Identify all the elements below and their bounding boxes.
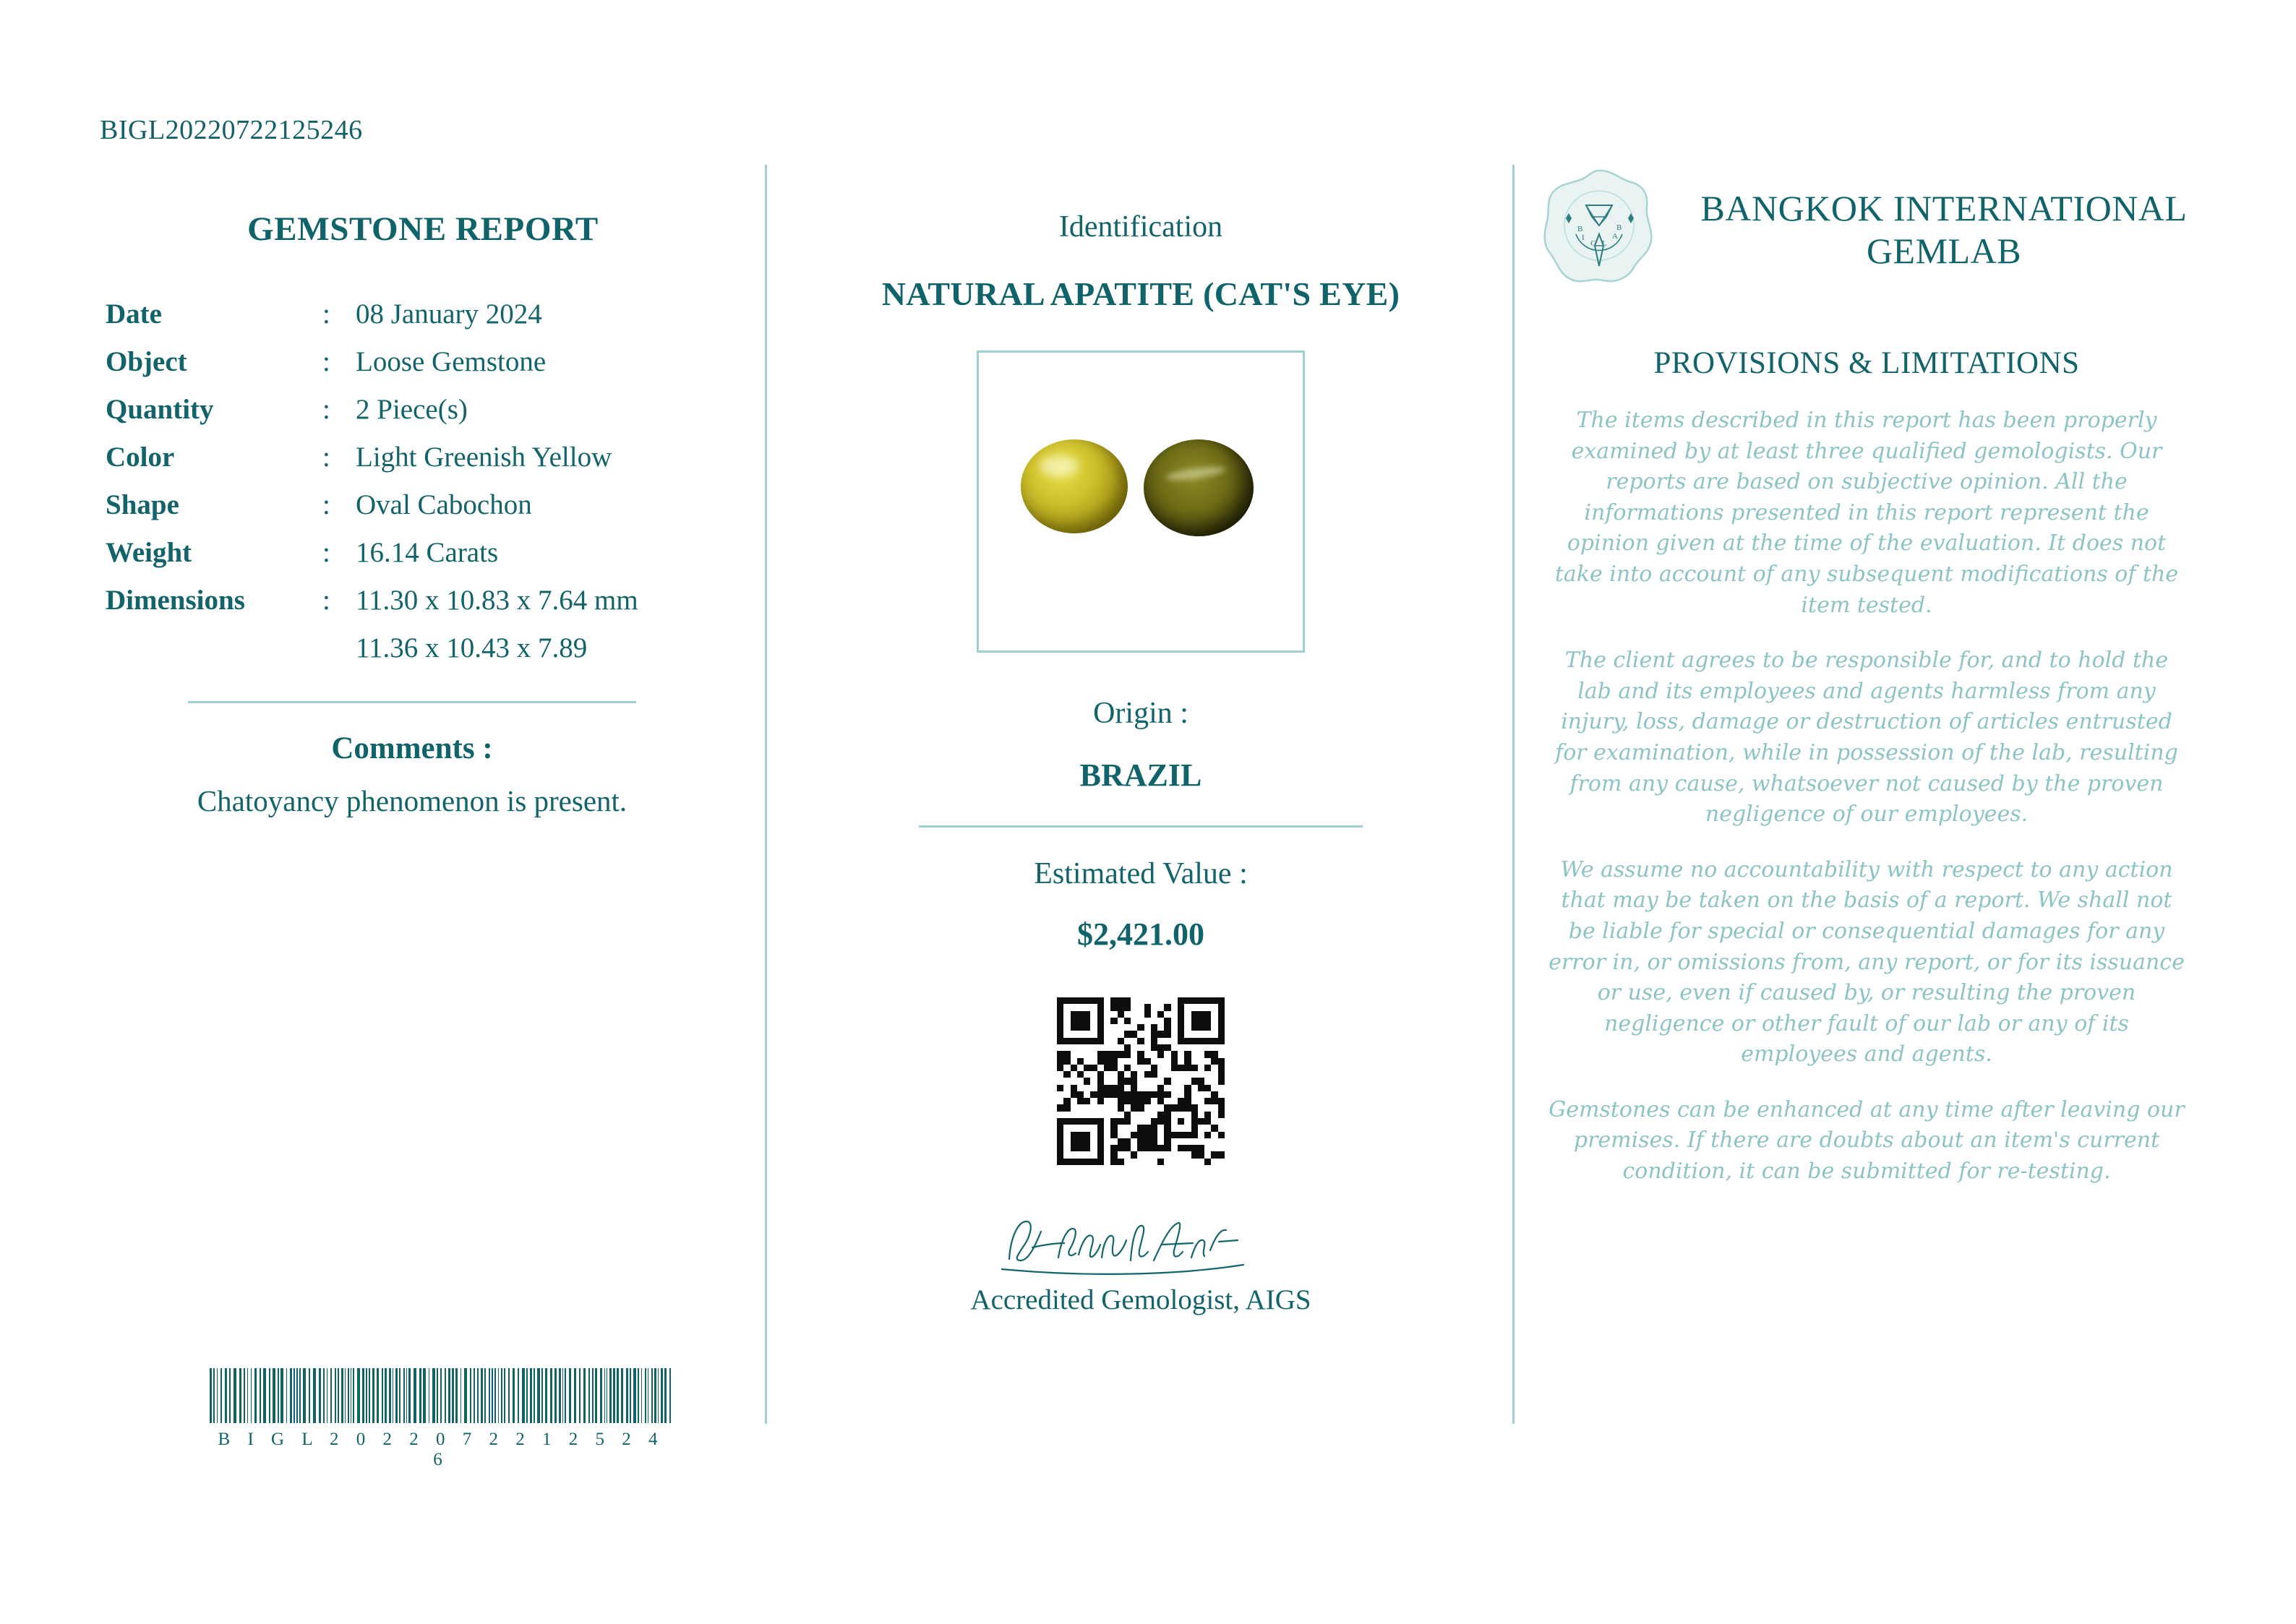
identification-value: NATURAL APATITE (CAT'S EYE) xyxy=(881,275,1400,312)
spec-colon-spacer xyxy=(322,624,356,672)
spec-value-dimensions: 11.30 x 10.83 x 7.64 mm xyxy=(356,585,638,616)
table-row xyxy=(87,291,737,338)
section-divider xyxy=(919,825,1363,828)
right-column xyxy=(1527,165,2206,1187)
spec-value-object: Loose Gemstone xyxy=(356,346,547,378)
origin-value: BRAZIL xyxy=(1079,757,1202,793)
spec-label-dimensions: Dimensions xyxy=(106,585,245,616)
page-title: GEMSTONE REPORT xyxy=(247,210,599,248)
provisions-title: PROVISIONS & LIMITATIONS xyxy=(1653,346,2080,380)
svg-text:I: I xyxy=(1582,233,1585,242)
spec-value-shape: Oval Cabochon xyxy=(356,489,532,521)
spec-colon: : xyxy=(322,394,330,426)
spec-colon: : xyxy=(322,346,330,378)
barcode-block xyxy=(210,1368,672,1470)
signature-caption: Accredited Gemologist, AIGS xyxy=(970,1284,1311,1315)
qr-code[interactable] xyxy=(1057,997,1225,1165)
table-row xyxy=(87,338,737,386)
column-divider-right xyxy=(1512,165,1515,1424)
spec-label-object: Object xyxy=(106,346,187,378)
gemstone-right xyxy=(1144,439,1254,536)
spec-label-quantity: Quantity xyxy=(106,394,214,426)
svg-text:B: B xyxy=(1616,223,1622,232)
spec-colon: : xyxy=(322,442,330,473)
svg-text:B: B xyxy=(1577,225,1583,233)
spec-label-color: Color xyxy=(106,442,175,473)
left-column xyxy=(87,210,737,818)
comments-title: Comments : xyxy=(331,731,493,766)
table-row xyxy=(87,624,737,672)
spec-label-weight: Weight xyxy=(106,537,192,569)
spec-colon: : xyxy=(322,298,330,330)
provisions-paragraph-4: Gemstones can be enhanced at any time after leaving our premises. If there are doubts about an item's current condition, it can be submitted for re-testing. xyxy=(1548,1096,2185,1185)
identification-label: Identification xyxy=(1058,210,1223,244)
origin-label: Origin : xyxy=(1093,697,1188,730)
spec-colon: : xyxy=(322,537,330,569)
brand-name: BANGKOK INTERNATIONAL GEMLAB xyxy=(1700,188,2188,271)
spec-value-color: Light Greenish Yellow xyxy=(356,442,612,473)
gemstone-photo xyxy=(977,351,1305,653)
svg-text:G: G xyxy=(1590,239,1596,248)
barcode-label: B I G L 2 0 2 2 0 7 2 2 1 2 5 2 4 6 xyxy=(218,1430,664,1469)
column-divider-left xyxy=(765,165,767,1424)
svg-text:A: A xyxy=(1612,232,1618,241)
brand-header xyxy=(1527,165,2206,295)
table-row xyxy=(87,481,737,529)
provisions-paragraph-1: The items described in this report has been properly examined by at least three qualified gemologists. Our reports are based on subjective opinion. All the informations presented in this report represent the opinion given at the time of the evaluation. It does not take into account of any subsequent modifications of the item tested. xyxy=(1554,408,2179,618)
estimated-value-amount: $2,421.00 xyxy=(1077,916,1204,952)
estimated-value-label: Estimated Value : xyxy=(1034,857,1248,890)
table-row xyxy=(87,386,737,434)
spec-colon: : xyxy=(322,489,330,521)
table-row xyxy=(87,529,737,577)
section-divider xyxy=(188,701,636,703)
provisions-paragraph-3: We assume no accountability with respect to any action that may be taken on the basis of a report. We shall not be liable for special or consequential damages for any error in, or omissions from, any report, or for its issuance or use, even if caused by, or resulting the proven negligence or other fault of our lab or any of its employees and agents. xyxy=(1548,856,2185,1067)
barcode-image xyxy=(210,1368,672,1423)
spec-value-date: 08 January 2024 xyxy=(356,298,542,330)
spec-label-shape: Shape xyxy=(106,489,179,521)
spec-label-date: Date xyxy=(106,298,162,330)
table-row xyxy=(87,577,737,624)
spec-label-spacer xyxy=(87,624,322,672)
middle-column xyxy=(779,210,1502,1315)
specifications-table xyxy=(87,291,737,672)
spec-value-quantity: 2 Piece(s) xyxy=(356,394,468,426)
comments-text: Chatoyancy phenomenon is present. xyxy=(197,784,627,818)
provisions-paragraph-2: The client agrees to be responsible for, and to hold the lab and its employees and agents harmless from any injury, loss, damage or destruction of articles entrusted for examination, while in possession of the lab, resulting from any cause, whatsoever not caused by the proven negligence of our employees. xyxy=(1555,648,2178,828)
svg-text:L: L xyxy=(1602,239,1607,248)
table-row xyxy=(87,434,737,481)
report-number: BIGL20220722125246 xyxy=(100,115,363,145)
spec-value-dimensions-second-line: 11.36 x 10.43 x 7.89 xyxy=(356,632,588,664)
signature-icon xyxy=(989,1207,1293,1279)
gemlab-logo-icon xyxy=(1534,165,1664,295)
spec-value-weight: 16.14 Carats xyxy=(356,537,499,569)
signature xyxy=(779,1207,1502,1315)
gemstone-left xyxy=(1021,439,1128,533)
spec-colon: : xyxy=(322,585,330,616)
